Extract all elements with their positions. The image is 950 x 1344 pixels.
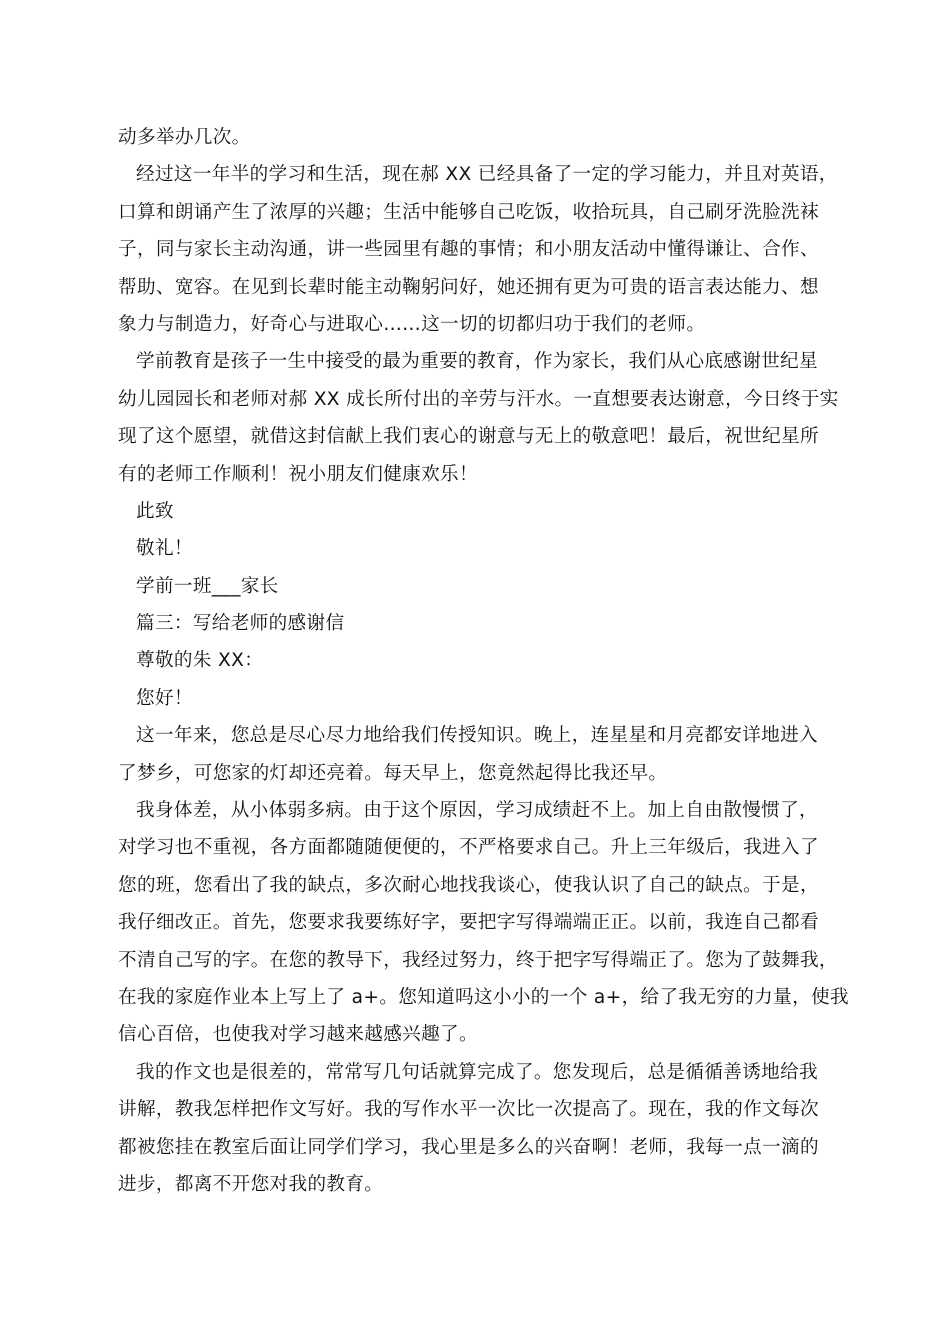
text-line: 在我的家庭作业本上写上了 a+。您知道吗这小小的一个 a+，给了我无穷的力量，使我 (118, 986, 849, 1008)
closing-line: 此致 (136, 500, 174, 522)
text-line: 都被您挂在教室后面让同学们学习，我心里是多么的兴奋啊！老师，我每一点一滴的 (118, 1136, 819, 1158)
text-line: 动多举办几次。 (118, 127, 251, 148)
greeting-line: 您好！ (136, 687, 193, 709)
text-line: 有的老师工作顺利！祝小朋友们健康欢乐！ (118, 463, 478, 485)
paragraph-start-line: 我的作文也是很差的，常常写几句话就算完成了。您发现后，总是循循善诱地给我 (136, 1061, 818, 1083)
text-line: 信心百倍，也使我对学习越来越感兴趣了。 (118, 1024, 478, 1046)
salute-line: 敬礼！ (136, 538, 193, 560)
document-body (118, 119, 849, 1203)
text-line: 讲解，教我怎样把作文写好。我的写作水平一次比一次提高了。现在，我的作文每次 (118, 1099, 819, 1121)
greeting-line: 尊敬的朱 XX： (136, 650, 264, 672)
signature-line: 学前一班___家长 (136, 575, 279, 597)
text-line: 现了这个愿望，就借这封信献上我们衷心的谢意与无上的敬意吧！最后，祝世纪星所 (118, 426, 819, 448)
text-line: 幼儿园园长和老师对郝 XX 成长所付出的辛劳与汗水。一直想要表达谢意，今日终于实 (118, 388, 839, 410)
text-line: 对学习也不重视，各方面都随随便便的，不严格要求自己。升上三年级后，我进入了 (118, 837, 819, 859)
paragraph-start-line: 我身体差，从小体弱多病。由于这个原因，学习成绩赶不上。加上自由散慢惯了， (136, 800, 818, 822)
text-line: 我仔细改正。首先，您要求我要练好字，要把字写得端端正正。以前，我连自己都看 (118, 912, 819, 934)
text-line: 不清自己写的字。在您的教导下，我经过努力，终于把字写得端正了。您为了鼓舞我， (118, 949, 838, 971)
paragraph-start-line: 学前教育是孩子一生中接受的最为重要的教育，作为家长，我们从心底感谢世纪星 (136, 351, 818, 373)
text-line: 您的班，您看出了我的缺点，多次耐心地找我谈心，使我认识了自己的缺点。于是， (118, 874, 819, 896)
paragraph-start-line: 这一年来，您总是尽心尽力地给我们传授知识。晚上，连星星和月亮都安详地进入 (136, 725, 818, 747)
text-line: 象力与制造力，好奇心与进取心……这一切的切都归功于我们的老师。 (118, 313, 706, 335)
text-line: 子，同与家长主动沟通，讲一些园里有趣的事情；和小朋友活动中懂得谦让、合作、 (118, 239, 819, 261)
section-title: 篇三：写给老师的感谢信 (136, 613, 345, 635)
text-line: 进步，都离不开您对我的教育。 (118, 1173, 384, 1195)
text-line: 帮助、宽容。在见到长辈时能主动鞠躬问好，她还拥有更为可贵的语言表达能力、想 (118, 276, 819, 298)
paragraph-start-line: 经过这一年半的学习和生活，现在郝 XX 已经具备了一定的学习能力，并且对英语， (136, 164, 838, 186)
text-line: 了梦乡，可您家的灯却还亮着。每天早上，您竟然起得比我还早。 (118, 762, 668, 784)
text-line: 口算和朗诵产生了浓厚的兴趣；生活中能够自己吃饭，收拾玩具，自己刷牙洗脸洗袜 (118, 201, 819, 223)
